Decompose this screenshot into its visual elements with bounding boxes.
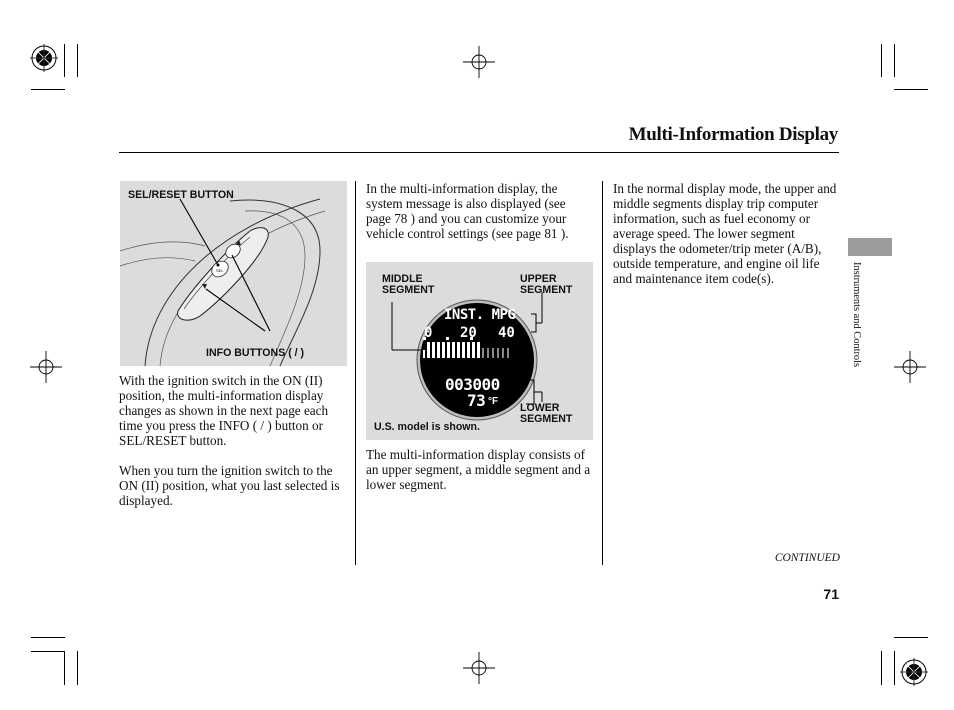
registration-target-icon bbox=[30, 44, 58, 72]
registration-target-icon bbox=[900, 658, 928, 686]
scale-label-40: 40 bbox=[498, 325, 515, 341]
scale-label-0: 0 bbox=[424, 325, 433, 341]
steering-buttons-figure bbox=[120, 181, 347, 366]
temperature-unit: °F bbox=[488, 396, 499, 407]
column-2-text-bottom bbox=[366, 447, 592, 492]
column-3-text bbox=[613, 181, 837, 286]
middle-segment-label: MIDDLE SEGMENT bbox=[382, 273, 435, 296]
figure-caption: U.S. model is shown. bbox=[374, 421, 480, 433]
column-divider bbox=[355, 181, 356, 565]
multi-info-display-figure bbox=[366, 262, 593, 440]
page-number: 71 bbox=[823, 586, 839, 602]
paragraph: In the multi-information display, the system message is also displayed (see page 78 ) and you can customize your vehicle control settings (see page 81 ). bbox=[366, 181, 569, 241]
temperature-readout: 73 bbox=[467, 391, 486, 410]
crosshair-icon bbox=[463, 652, 495, 684]
header-rule bbox=[119, 152, 839, 153]
scale-label-20: 20 bbox=[460, 325, 477, 341]
odometer-readout: 003000 bbox=[445, 375, 500, 394]
section-tab bbox=[848, 238, 892, 256]
lower-segment-label: LOWER SEGMENT bbox=[520, 402, 573, 425]
svg-text:SEL: SEL bbox=[216, 268, 224, 273]
crosshair-icon bbox=[463, 46, 495, 78]
column-1-text bbox=[119, 373, 347, 508]
paragraph: In the normal display mode, the upper and middle segments display trip computer information, such as fuel economy or average speed. The lower segment displays the odometer/trip meter (A/B), outside temperature, and engine oil life and maintenance item code(s). bbox=[613, 181, 837, 286]
section-side-label: Instruments and Controls bbox=[851, 262, 862, 368]
page-title: Multi-Information Display bbox=[628, 124, 838, 145]
info-buttons-label: INFO BUTTONS ( / ) bbox=[206, 347, 305, 359]
column-2-text-top bbox=[366, 181, 592, 241]
crosshair-icon bbox=[894, 351, 926, 383]
continued-note: CONTINUED bbox=[774, 552, 840, 564]
crosshair-icon bbox=[30, 351, 62, 383]
steering-wheel-illustration bbox=[120, 181, 347, 366]
column-divider bbox=[602, 181, 603, 565]
paragraph: When you turn the ignition switch to the ON (II) position, what you last selected is displayed. bbox=[119, 463, 340, 508]
sel-reset-label: SEL/RESET BUTTON bbox=[128, 189, 234, 201]
upper-segment-label: UPPER SEGMENT bbox=[520, 273, 573, 296]
paragraph: With the ignition switch in the ON (II) position, the multi-information display changes as shown in the next page each time you press the INFO ( / ) button or SEL/RESET button. bbox=[119, 373, 329, 448]
paragraph: The multi-information display consists of an upper segment, a middle segment and a lower segment. bbox=[366, 447, 591, 492]
display-title: INST. MPG bbox=[444, 307, 516, 323]
